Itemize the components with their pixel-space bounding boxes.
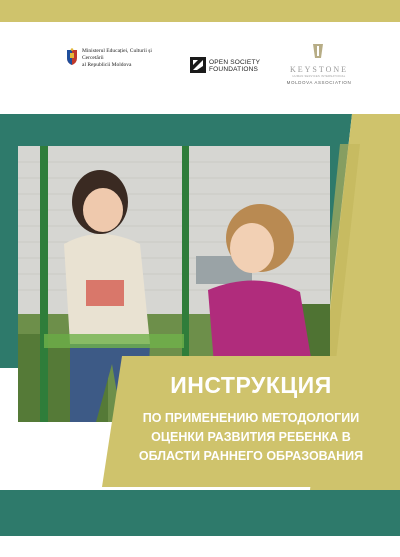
keystone-association: MOLDOVA ASSOCIATION <box>286 80 352 85</box>
keystone-logo <box>282 40 356 90</box>
keystone-name: KEYSTONE <box>289 65 349 74</box>
ministry-name: Ministerul Educației, Culturii și Cercetării al Republicii Moldova <box>82 48 152 68</box>
ministry-logo <box>64 46 174 90</box>
subtitle-line-2: ОЦЕНКИ РАЗВИТИЯ РЕБЕНКА В <box>151 430 351 444</box>
document-title: ИНСТРУКЦИЯ <box>170 372 332 398</box>
open-society-name: OPEN SOCIETY FOUNDATIONS <box>209 59 261 73</box>
subtitle-line-1: ПО ПРИМЕНЕНИЮ МЕТОДОЛОГИИ <box>142 411 360 425</box>
subtitle-line-3: ОБЛАСТИ РАННЕГО ОБРАЗОВАНИЯ <box>138 449 364 463</box>
top-color-band <box>0 0 400 22</box>
open-society-logo-icon <box>190 57 206 73</box>
document-subtitle <box>112 409 390 466</box>
bottom-color-band <box>0 490 400 536</box>
keystone-subtitle: HUMAN SERVICES INTERNATIONAL <box>292 75 346 78</box>
moldova-coat-of-arms-icon <box>64 48 80 66</box>
title-block <box>112 371 390 466</box>
keystone-logo-icon <box>312 44 324 58</box>
open-society-logo <box>190 57 264 77</box>
